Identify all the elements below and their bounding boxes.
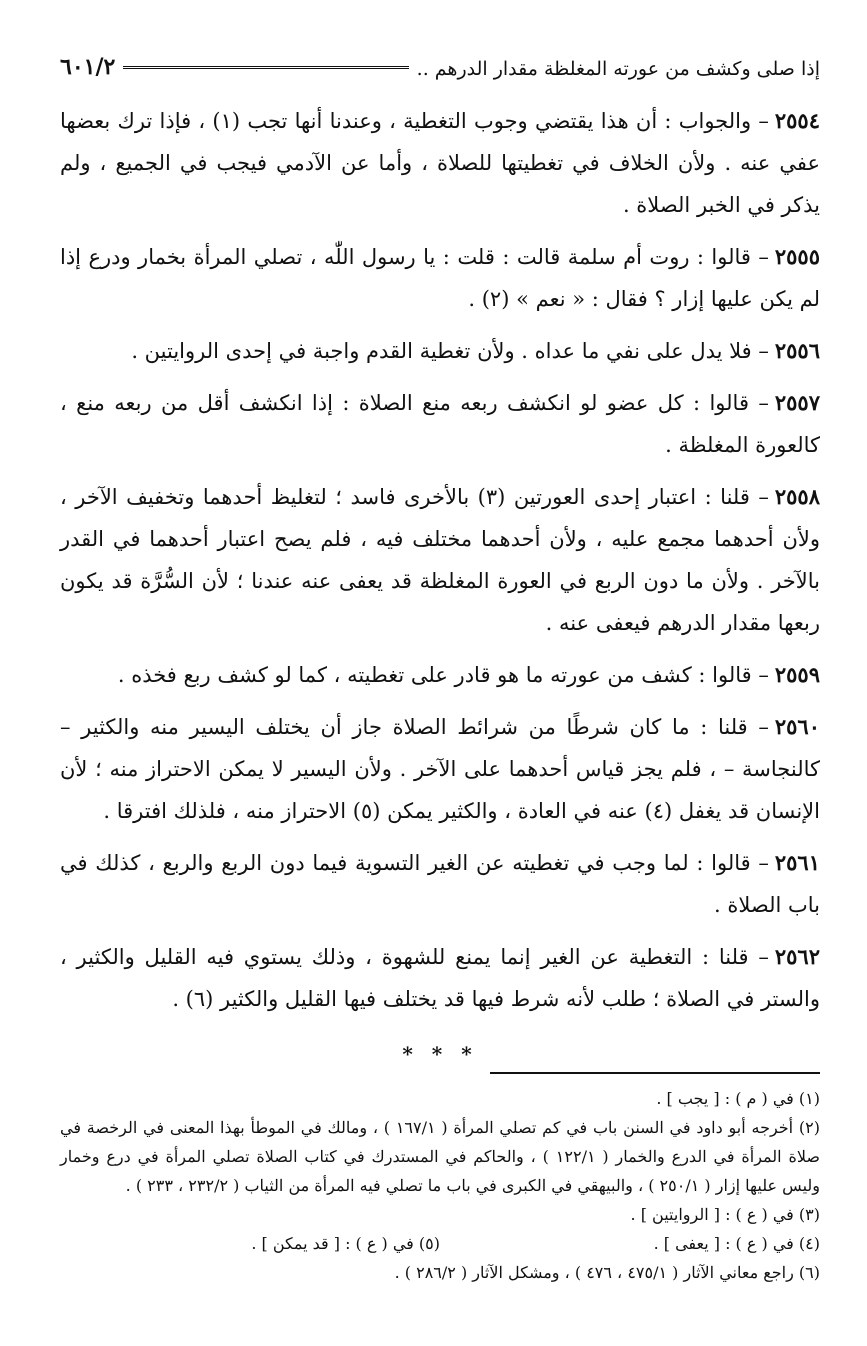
paragraph-text: – والجواب : أن هذا يقتضي وجوب التغطية ، وعندنا أنها تجب (١) ، فإذا ترك بعضها عفي عنه . ولأن الخلاف في تغطيتها للصلاة ، وأما عن الآدمي فيجب في الجميع ، ولم يذكر في الخبر الصلاة .: [60, 109, 820, 217]
page-number: ٦٠١/٢: [60, 54, 116, 80]
header-rule: [123, 66, 408, 72]
paragraph-2560: [60, 706, 820, 832]
footnote-1: (١) في ( م ) : [ يجب ] .: [656, 1089, 820, 1108]
paragraph-text: – قلنا : اعتبار إحدى العورتين (٣) بالأخرى فاسد ؛ لتغليظ أحدهما وتخفيف الآخر ، ولأن أحدهما مجمع عليه ، ولأن أحدهما مختلف فيه ، فلم يصح اعتبار أحدهما في القدر بالآخر . ولأن ما دون الربع في العورة المغلظة قد يعفى عنه عندنا ؛ لأن السُّرَّة قد يكون ربعها مقدار الدرهم فيعفى عنه .: [60, 485, 820, 635]
footnote-6: (٦) راجع معاني الآثار ( ٤٧٥/١ ، ٤٧٦ ) ، ومشكل الآثار ( ٢٨٦/٢ ) .: [394, 1263, 820, 1282]
footnote-2: (٢) أخرجه أبو داود في السنن باب في كم تصلي المرأة ( ١٦٧/١ ) ، ومالك في الموطأ بهذا المعنى في الرخصة في صلاة المرأة في الدرع والخمار ( ١٢٢/١ ) ، والحاكم في المستدرك في كتاب الصلاة تصلي المرأة في درع وخمار وليس عليها إزار ( ٢٥٠/١ ) ، والبيهقي في الكبرى في باب ما تصلي فيه المرأة من الثياب ( ٢٣٢/٢ ، ٢٣٣ ) .: [60, 1118, 820, 1195]
main-text: [60, 100, 820, 1020]
paragraph-2562: [60, 936, 820, 1020]
paragraph-2556: [60, 330, 820, 372]
section-separator: * * *: [402, 1042, 478, 1066]
paragraph-number: ٢٥٥٤: [774, 108, 820, 133]
footnote-row: [60, 1200, 820, 1229]
paragraph-2561: [60, 842, 820, 926]
paragraph-2554: [60, 100, 820, 226]
footnote-5: (٥) في ( ع ) : [ قد يمكن ] .: [251, 1234, 440, 1253]
paragraph-text: – قالوا : كشف من عورته ما هو قادر على تغطيته ، كما لو كشف ربع فخذه .: [117, 663, 769, 687]
paragraph-2558: [60, 476, 820, 644]
paragraph-2559: [60, 654, 820, 696]
footnote-row: [60, 1229, 820, 1258]
paragraph-text: – قالوا : كل عضو لو انكشف ربعه منع الصلاة : إذا انكشف أقل من ربعه منع ، كالعورة المغلظة .: [60, 391, 820, 457]
paragraph-number: ٢٥٥٦: [774, 338, 820, 363]
paragraph-text: – فلا يدل على نفي ما عداه . ولأن تغطية القدم واجبة في إحدى الروايتين .: [131, 339, 769, 363]
running-header: [60, 40, 820, 80]
paragraph-2555: [60, 236, 820, 320]
paragraph-number: ٢٥٦١: [774, 850, 820, 875]
running-title: إذا صلى وكشف من عورته المغلظة مقدار الدرهم ..: [416, 58, 820, 80]
footnotes: [60, 1084, 820, 1287]
paragraph-number: ٢٥٥٧: [774, 390, 820, 415]
paragraph-text: – قالوا : لما وجب في تغطيته عن الغير التسوية فيما دون الربع والربع ، كذلك في باب الصلاة .: [60, 851, 820, 917]
footnote-3: (٣) في ( ع ) : [ الروايتين ] .: [630, 1205, 820, 1224]
paragraph-text: – قلنا : التغطية عن الغير إنما يمنع للشهوة ، وذلك يستوي فيه القليل والكثير ، والستر في الصلاة ؛ طلب لأنه شرط فيها قد يختلف فيها القليل والكثير (٦) .: [60, 945, 820, 1011]
paragraph-2557: [60, 382, 820, 466]
footnote-rule: [490, 1072, 820, 1074]
paragraph-text: – قالوا : روت أم سلمة قالت : قلت : يا رسول اللّٰه ، تصلي المرأة بخمار ودرع إذا لم يكن عليها إزار ؟ فقال : « نعم » (٢) .: [60, 245, 820, 311]
paragraph-text: – قلنا : ما كان شرطًا من شرائط الصلاة جاز أن يختلف اليسير منه والكثير – كالنجاسة – ، فلم يجز قياس أحدهما على الآخر . ولأن اليسير لا يمكن الاحتراز منه ؛ لأن الإنسان قد يغفل (٤) عنه في العادة ، والكثير يمكن (٥) الاحتراز منه ، فلذلك افترقا .: [60, 715, 820, 823]
paragraph-number: ٢٥٥٨: [774, 484, 820, 509]
book-page: [60, 40, 820, 1287]
paragraph-number: ٢٥٦٠: [774, 714, 820, 739]
footnote-4: (٤) في ( ع ) : [ يعفى ] .: [653, 1234, 820, 1253]
paragraph-number: ٢٥٥٥: [774, 244, 820, 269]
paragraph-number: ٢٥٦٢: [774, 944, 820, 969]
paragraph-number: ٢٥٥٩: [774, 662, 820, 687]
